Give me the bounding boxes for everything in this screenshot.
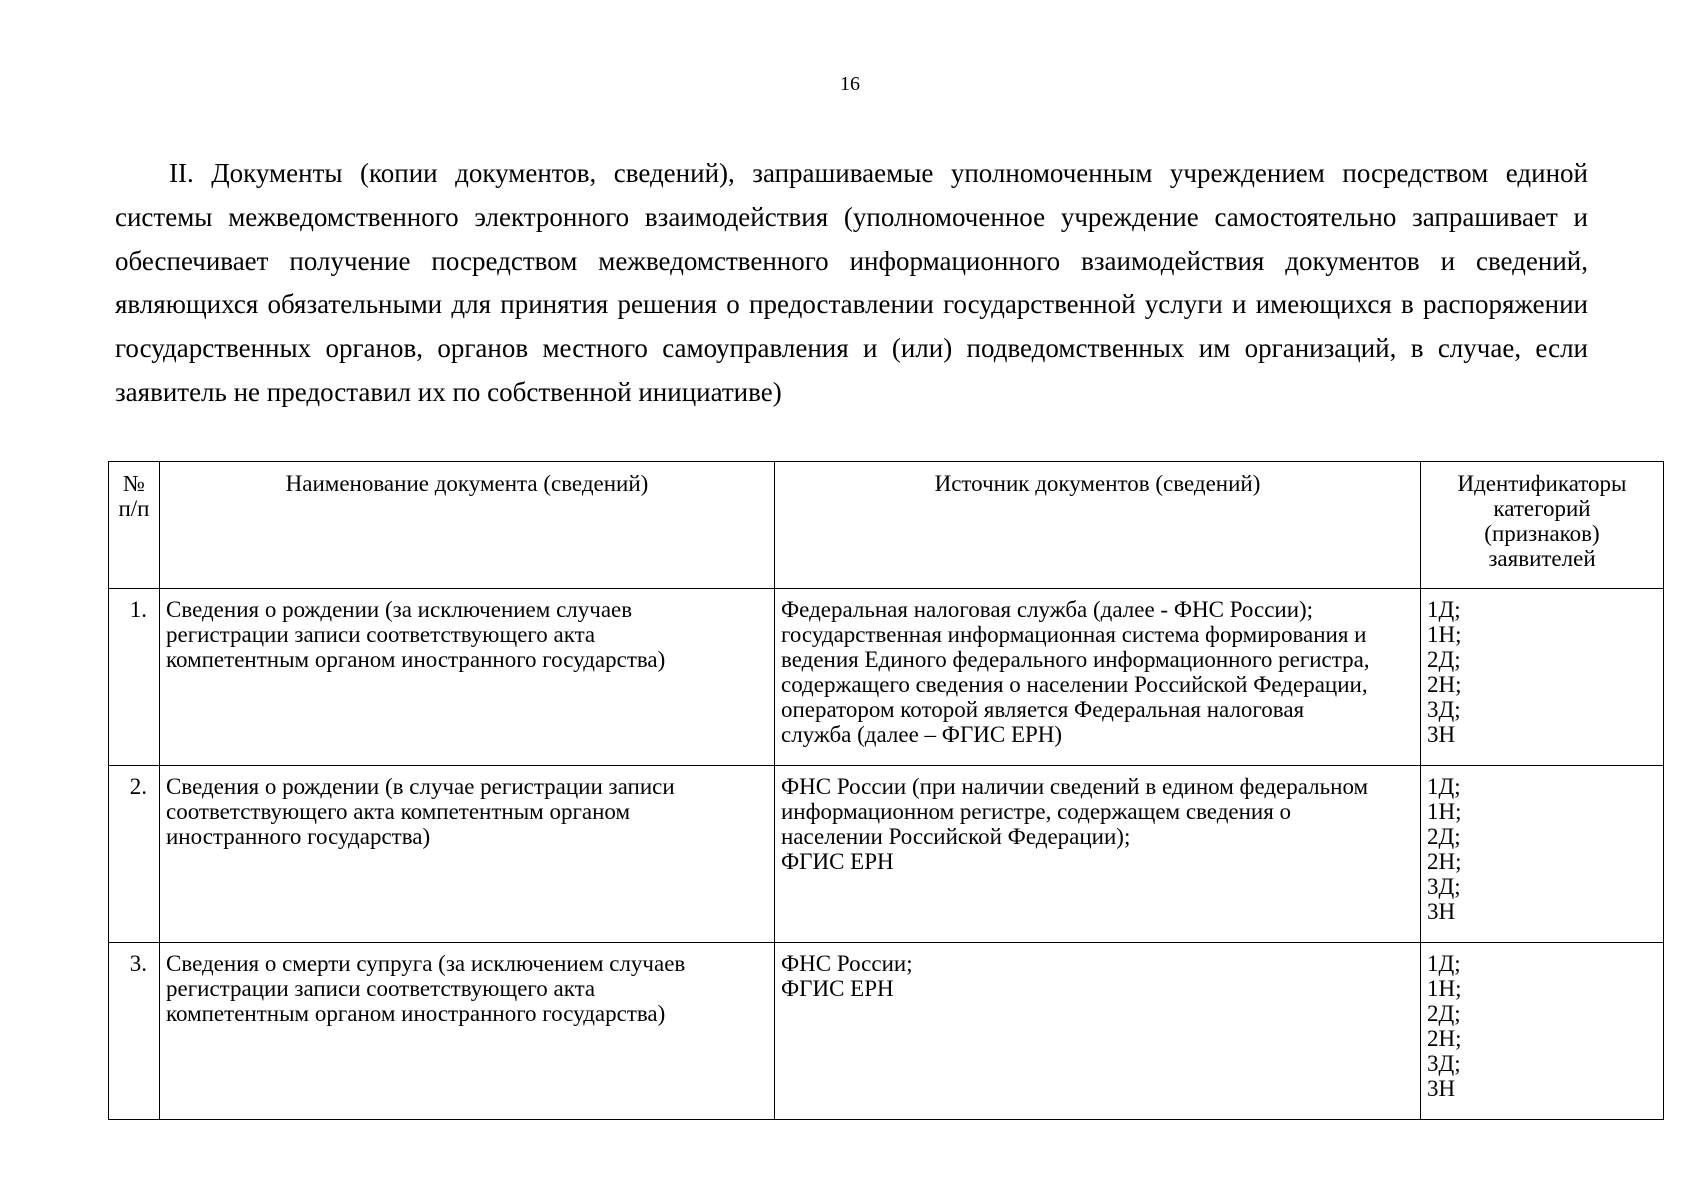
row-document-name [160, 766, 775, 943]
row-number: 1. [109, 589, 160, 766]
cell-line: оператором которой является Федеральная налоговая [781, 697, 1305, 722]
header-num-line: № [123, 471, 145, 496]
header-ids-line: (признаков) [1484, 521, 1600, 546]
section-heading: II. Документы (копии документов, сведений), запрашиваемые уполномоченным учреждением посредством единой системы межведомственного электронного взаимодействия (уполномоченное учреждение самостоятельно запрашивает и обеспечивает получение посредством межведомственного информационного взаимодействия документов и сведений, являющихся обязательными для принятия решения о предоставлении государственной услуги и имеющихся в распоряжении государственных органов, органов местного самоуправления и (или) подведомственных им организаций, в случае, если заявитель не предоставил их по собственной инициативе) [115, 158, 1588, 407]
cell-line: соответствующего акта компетентным органом [166, 799, 631, 824]
row-number: 3. [109, 943, 160, 1120]
cell-line: регистрации записи соответствующего акта [166, 622, 596, 647]
id-code: 3Н [1427, 1076, 1456, 1101]
header-num [109, 462, 160, 589]
row-applicant-ids [1421, 943, 1664, 1120]
id-code: 2Д; [1427, 647, 1461, 672]
cell-line: Сведения о рождении (в случае регистрации записи [166, 774, 675, 799]
row-document-source [775, 766, 1421, 943]
id-code: 1Д; [1427, 774, 1461, 799]
id-code: 1Н; [1427, 976, 1462, 1001]
table-row [109, 766, 1664, 943]
id-code: 1Д; [1427, 597, 1461, 622]
table-header-row [109, 462, 1664, 589]
cell-line: иностранного государства) [166, 824, 431, 849]
cell-line: ФНС России (при наличии сведений в едином федеральном [781, 774, 1369, 799]
row-number: 2. [109, 766, 160, 943]
cell-line: компетентным органом иностранного государства) [166, 1001, 666, 1026]
page-number: 16 [840, 73, 860, 95]
header-ids-line: категорий [1493, 496, 1591, 521]
id-code: 2Н; [1427, 1026, 1462, 1051]
header-ids-line: Идентификаторы [1457, 471, 1627, 496]
header-applicant-ids [1421, 462, 1664, 589]
header-num-line: п/п [118, 496, 150, 521]
header-document-name: Наименование документа (сведений) [160, 462, 775, 589]
cell-line: населении Российской Федерации); [781, 824, 1131, 849]
id-code: 3Д; [1427, 1051, 1461, 1076]
cell-line: государственная информационная система формирования и [781, 622, 1367, 647]
cell-line: Федеральная налоговая служба (далее - ФНС России); [781, 597, 1314, 622]
cell-line: ФГИС ЕРН [781, 976, 894, 1001]
row-applicant-ids [1421, 766, 1664, 943]
id-code: 2Н; [1427, 672, 1462, 697]
row-document-source [775, 943, 1421, 1120]
header-document-source: Источник документов (сведений) [775, 462, 1421, 589]
header-ids-line: заявителей [1488, 546, 1596, 571]
cell-line: компетентным органом иностранного государства) [166, 647, 666, 672]
id-code: 1Н; [1427, 799, 1462, 824]
table-row [109, 943, 1664, 1120]
cell-line: Сведения о смерти супруга (за исключением случаев [166, 951, 686, 976]
id-code: 2Д; [1427, 824, 1461, 849]
cell-line: служба (далее – ФГИС ЕРН) [781, 722, 1063, 747]
id-code: 1Д; [1427, 951, 1461, 976]
row-applicant-ids [1421, 589, 1664, 766]
row-document-source [775, 589, 1421, 766]
cell-line: Сведения о рождении (за исключением случаев [166, 597, 633, 622]
id-code: 3Н [1427, 899, 1456, 924]
id-code: 3Д; [1427, 874, 1461, 899]
cell-line: регистрации записи соответствующего акта [166, 976, 596, 1001]
cell-line: ведения Единого федерального информационного регистра, [781, 647, 1370, 672]
id-code: 2Д; [1427, 1001, 1461, 1026]
id-code: 1Н; [1427, 622, 1462, 647]
table-row [109, 589, 1664, 766]
cell-line: информационном регистре, содержащем сведения о [781, 799, 1292, 824]
id-code: 3Н [1427, 722, 1456, 747]
documents-table [108, 461, 1664, 1120]
id-code: 3Д; [1427, 697, 1461, 722]
row-document-name [160, 589, 775, 766]
cell-line: ФГИС ЕРН [781, 849, 894, 874]
cell-line: содержащего сведения о населении Российской Федерации, [781, 672, 1368, 697]
id-code: 2Н; [1427, 849, 1462, 874]
row-document-name [160, 943, 775, 1120]
cell-line: ФНС России; [781, 951, 913, 976]
